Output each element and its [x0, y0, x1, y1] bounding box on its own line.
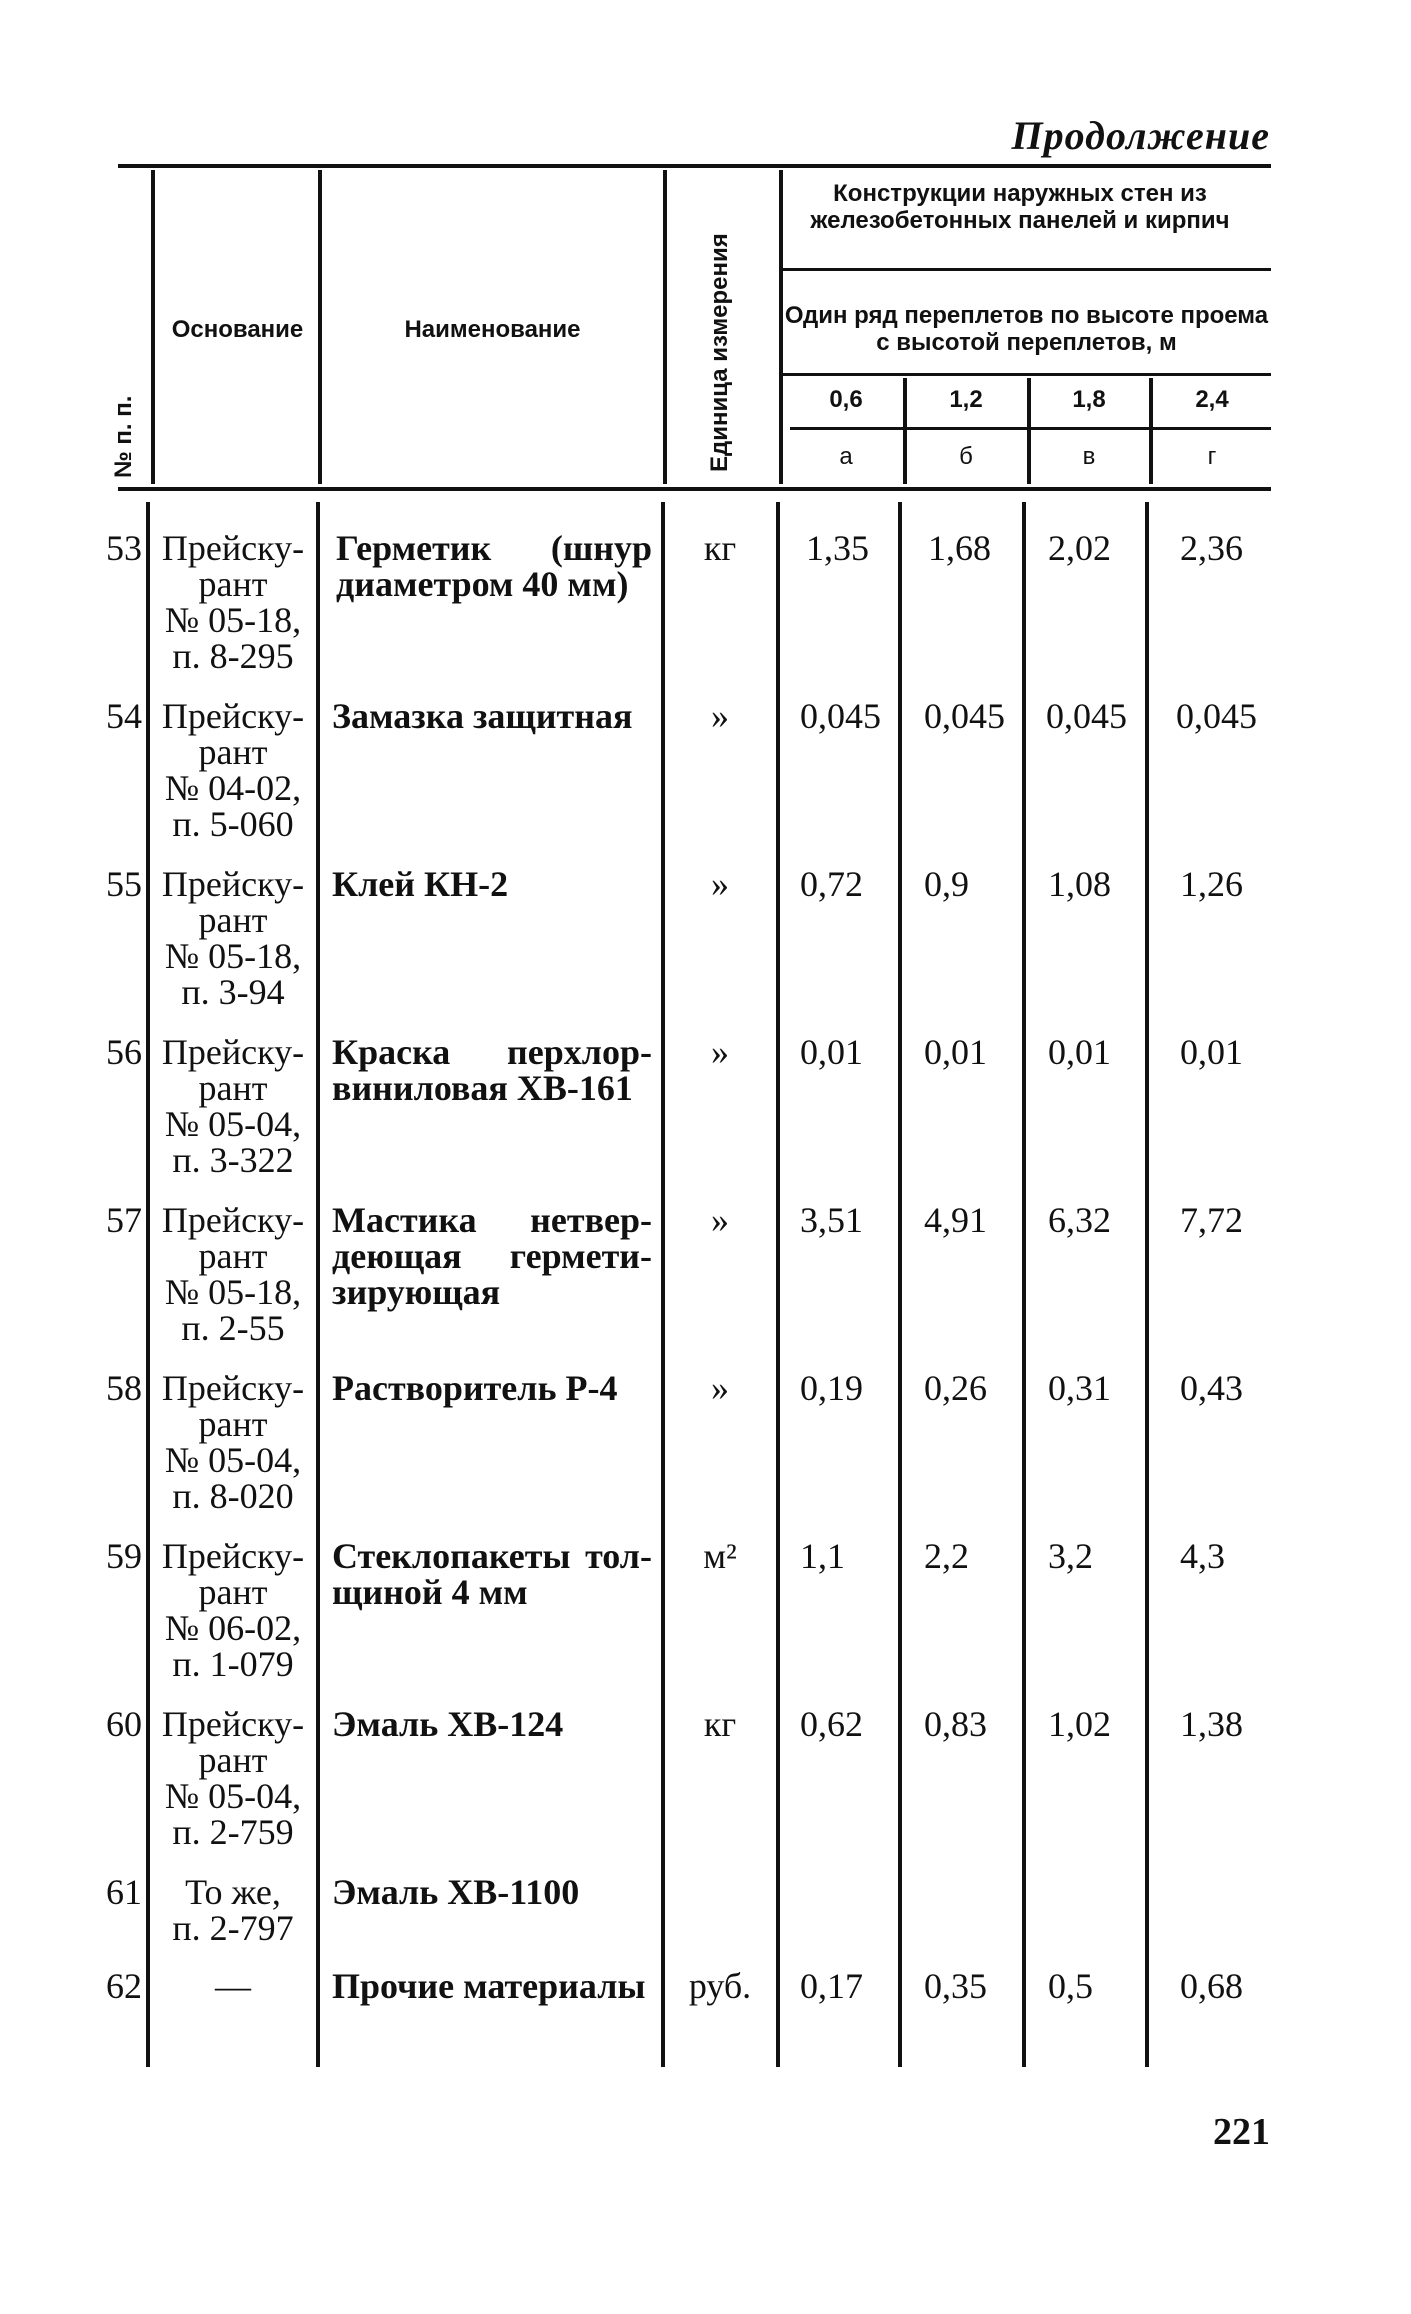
- name-line: деющая гермети-: [332, 1236, 652, 1276]
- row-value: 2,36: [1180, 528, 1243, 568]
- row-basis: [152, 1706, 314, 1850]
- row-value: 1,1: [800, 1536, 845, 1576]
- header-height: 1,8: [1072, 386, 1106, 413]
- name-line: Герметик (шнур: [336, 528, 652, 568]
- row-name: [332, 1202, 652, 1310]
- row-unit: »: [711, 864, 729, 904]
- basis-line: Прейску-: [161, 864, 305, 904]
- row-value: 0,9: [924, 864, 969, 904]
- header-unit: Единица измерения: [706, 233, 733, 472]
- row-value: 1,08: [1048, 864, 1111, 904]
- basis-line: п. 2-759: [172, 1812, 294, 1852]
- row-value: 0,72: [800, 864, 863, 904]
- row-value: 0,045: [800, 696, 881, 736]
- row-unit: кг: [703, 1704, 737, 1744]
- row-number: 53: [106, 528, 142, 568]
- row-name: [332, 1706, 652, 1742]
- header-letter: г: [1207, 443, 1217, 470]
- row-number: 61: [106, 1872, 142, 1912]
- basis-line: рант: [198, 732, 268, 772]
- row-value: 0,01: [1048, 1032, 1111, 1072]
- basis-line: № 05-18,: [164, 600, 302, 640]
- row-value: 0,26: [924, 1368, 987, 1408]
- row-value: 2,02: [1048, 528, 1111, 568]
- header-bottom-rule: [118, 487, 1271, 491]
- row-value: 3,51: [800, 1200, 863, 1240]
- row-value: 0,19: [800, 1368, 863, 1408]
- basis-line: То же,: [185, 1872, 281, 1912]
- name-line: Клей КН-2: [332, 864, 509, 904]
- header-height: 0,6: [829, 386, 863, 413]
- row-value: 1,26: [1180, 864, 1243, 904]
- row-value: 0,01: [924, 1032, 987, 1072]
- subgroup-rule: [782, 373, 1271, 376]
- row-number: 62: [106, 1966, 142, 2006]
- basis-line: № 04-02,: [164, 768, 302, 808]
- header-letter: б: [959, 443, 973, 470]
- row-basis: [152, 866, 314, 1010]
- row-value: 1,68: [928, 528, 991, 568]
- row-name: [332, 1874, 652, 1910]
- row-number: 60: [106, 1704, 142, 1744]
- basis-line: п. 8-295: [172, 636, 294, 676]
- col-rule-1: [151, 170, 155, 484]
- basis-line: рант: [198, 1404, 268, 1444]
- row-number: 56: [106, 1032, 142, 1072]
- basis-line: Прейску-: [161, 1200, 305, 1240]
- name-line: Замазка защитная: [332, 696, 633, 736]
- name-line: Эмаль ХВ-124: [332, 1704, 564, 1744]
- row-value: 4,3: [1180, 1536, 1225, 1576]
- basis-line: рант: [198, 564, 268, 604]
- row-basis: [152, 1968, 314, 2004]
- basis-line: № 05-04,: [164, 1104, 302, 1144]
- row-value: 3,2: [1048, 1536, 1093, 1576]
- name-line: Краска перхлор-: [332, 1032, 652, 1072]
- basis-line: № 05-18,: [164, 1272, 302, 1312]
- name-line: зирующая: [332, 1272, 501, 1312]
- row-value: 0,01: [1180, 1032, 1243, 1072]
- name-line: Прочие материалы: [332, 1966, 646, 2006]
- basis-line: —: [215, 1966, 251, 2006]
- header-subgroup: Один ряд переплетов по высоте проема с высотой переплетов, м: [784, 302, 1269, 356]
- row-value: 0,045: [924, 696, 1005, 736]
- basis-line: рант: [198, 900, 268, 940]
- basis-line: Прейску-: [161, 696, 305, 736]
- basis-line: Прейску-: [161, 1704, 305, 1744]
- row-unit: »: [711, 1200, 729, 1240]
- col-rule-3: [663, 170, 667, 484]
- continuation-label: Продолжение: [1011, 113, 1270, 158]
- header-num: № п. п.: [110, 395, 137, 478]
- basis-line: п. 3-94: [181, 972, 285, 1012]
- row-value: 1,02: [1048, 1704, 1111, 1744]
- header-name: Наименование: [404, 316, 581, 343]
- row-value: 0,35: [924, 1966, 987, 2006]
- row-value: 0,045: [1176, 696, 1257, 736]
- row-unit: руб.: [688, 1966, 752, 2006]
- row-unit: м²: [703, 1536, 737, 1576]
- row-value: 0,31: [1048, 1368, 1111, 1408]
- row-number: 57: [106, 1200, 142, 1240]
- row-value: 0,62: [800, 1704, 863, 1744]
- row-value: 7,72: [1180, 1200, 1243, 1240]
- basis-line: рант: [198, 1740, 268, 1780]
- row-name: [332, 1034, 652, 1106]
- header-height: 1,2: [949, 386, 983, 413]
- basis-line: № 06-02,: [164, 1608, 302, 1648]
- row-basis: [152, 1538, 314, 1682]
- basis-line: п. 2-55: [181, 1308, 285, 1348]
- row-value: 6,32: [1048, 1200, 1111, 1240]
- basis-line: Прейску-: [161, 528, 305, 568]
- basis-line: п. 2-797: [172, 1908, 294, 1948]
- row-name: [332, 1370, 652, 1406]
- name-line: щиной 4 мм: [332, 1572, 528, 1612]
- basis-line: рант: [198, 1068, 268, 1108]
- row-number: 59: [106, 1536, 142, 1576]
- row-name: [336, 530, 652, 602]
- header-letter: в: [1082, 443, 1096, 470]
- header-letter: а: [839, 443, 853, 470]
- col-rule-2: [318, 170, 322, 484]
- row-unit: кг: [703, 528, 737, 568]
- basis-line: п. 8-020: [172, 1476, 294, 1516]
- group-rule: [782, 268, 1271, 271]
- name-line: Стеклопакеты тол-: [332, 1536, 652, 1576]
- row-value: 0,43: [1180, 1368, 1243, 1408]
- row-value: 2,2: [924, 1536, 969, 1576]
- basis-line: Прейску-: [161, 1032, 305, 1072]
- name-line: Мастика нетвер-: [332, 1200, 652, 1240]
- basis-line: № 05-18,: [164, 936, 302, 976]
- basis-line: № 05-04,: [164, 1440, 302, 1480]
- basis-line: Прейску-: [161, 1536, 305, 1576]
- row-basis: [152, 1874, 314, 1946]
- header-group: Конструкции наружных стен из железобетонных панелей и кирпич: [810, 180, 1230, 234]
- body-col-rule-3: [661, 502, 665, 2067]
- row-basis: [152, 1034, 314, 1178]
- basis-line: рант: [198, 1572, 268, 1612]
- body-col-rule-6: [1022, 502, 1026, 2067]
- name-line: Растворитель Р-4: [332, 1368, 618, 1408]
- basis-line: п. 1-079: [172, 1644, 294, 1684]
- row-name: [332, 698, 652, 734]
- row-value: 0,01: [800, 1032, 863, 1072]
- name-line: виниловая ХВ-161: [332, 1068, 633, 1108]
- name-line: диаметром 40 мм): [336, 564, 629, 604]
- row-value: 0,5: [1048, 1966, 1093, 2006]
- row-value: 0,83: [924, 1704, 987, 1744]
- row-unit: »: [711, 1032, 729, 1072]
- body-col-rule-5: [898, 502, 902, 2067]
- body-col-rule-7: [1145, 502, 1149, 2067]
- body-col-rule-2: [316, 502, 320, 2067]
- basis-line: Прейску-: [161, 1368, 305, 1408]
- basis-line: п. 3-322: [172, 1140, 294, 1180]
- row-basis: [152, 1370, 314, 1514]
- header-height: 2,4: [1195, 386, 1229, 413]
- table-top-rule: [118, 164, 1271, 168]
- row-value: 0,68: [1180, 1966, 1243, 2006]
- row-value: 1,38: [1180, 1704, 1243, 1744]
- basis-line: п. 5-060: [172, 804, 294, 844]
- row-basis: [152, 530, 314, 674]
- row-unit: »: [711, 696, 729, 736]
- basis-line: № 05-04,: [164, 1776, 302, 1816]
- page-number: 221: [1213, 2111, 1270, 2153]
- row-name: [332, 1538, 652, 1610]
- body-col-rule-4: [776, 502, 780, 2067]
- row-unit: »: [711, 1368, 729, 1408]
- row-basis: [152, 698, 314, 842]
- basis-line: рант: [198, 1236, 268, 1276]
- name-line: Эмаль ХВ-1100: [332, 1872, 580, 1912]
- body-col-rule-1: [146, 502, 150, 2067]
- row-basis: [152, 1202, 314, 1346]
- row-value: 4,91: [924, 1200, 987, 1240]
- row-value: 1,35: [806, 528, 869, 568]
- row-name: [332, 1968, 652, 2004]
- row-number: 54: [106, 696, 142, 736]
- header-basis: Основание: [171, 316, 304, 343]
- row-number: 55: [106, 864, 142, 904]
- row-name: [332, 866, 652, 902]
- row-number: 58: [106, 1368, 142, 1408]
- row-value: 0,045: [1046, 696, 1127, 736]
- row-value: 0,17: [800, 1966, 863, 2006]
